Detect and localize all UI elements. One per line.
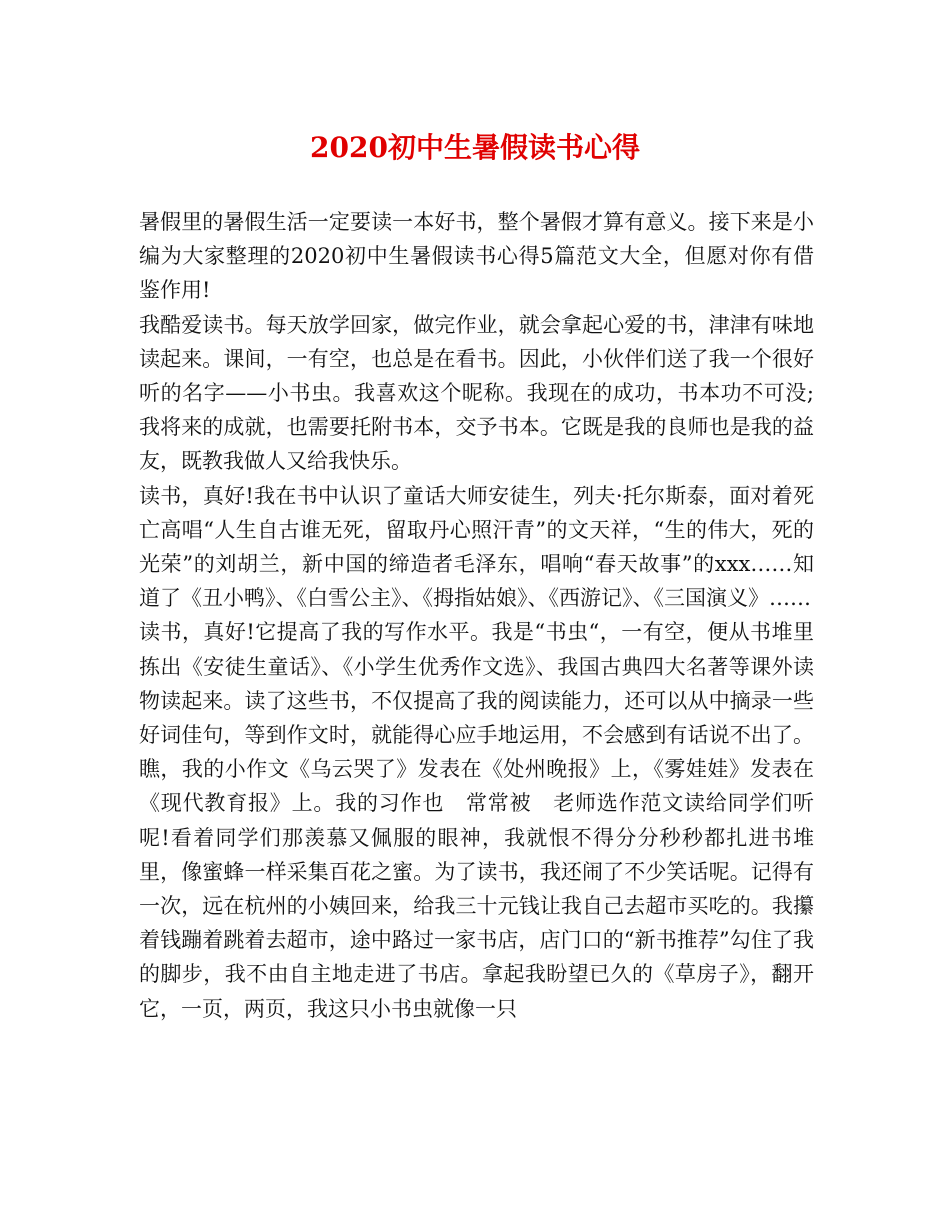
paragraph-reading-good-2: 读书，真好!它提高了我的写作水平。我是“书虫“，一有空，便从书堆里拣出《安徒生童话》、《小学生优秀作文选》、我国古典四大名著等课外读物读起来。读了这些书，不仅提高了我的阅读能力，还可以从中摘录一些好词佳句，等到作文时，就能得心应手地运用，不会感到有话说不出了。瞧，我的小作文《乌云哭了》发表在《处州晚报》上，《雾娃娃》发表在《现代教育报》上。我的习作也 常常被 老师选作范文读给同学们听呢!看着同学们那羡慕又佩服的眼神，我就恨不得分分秒秒都扎进书堆里，像蜜蜂一样采集百花之蜜。为了读书，我还闹了不少笑话呢。记得有一次，远在杭州的小姨回来，给我三十元钱让我自己去超市买吃的。我攥着钱蹦着跳着去超市，途中路过一家书店，店门口的“新书推荐”勾住了我的脚步，我不由自主地走进了书店。拿起我盼望已久的《草房子》，翻开它，一页，两页，我这只小书虫就像一只 <box>139 620 814 1021</box>
document-title: 2020初中生暑假读书心得 <box>310 131 640 164</box>
paragraph-intro: 暑假里的暑假生活一定要读一本好书，整个暑假才算有意义。接下来是小编为大家整理的2020初中生暑假读书心得5篇范文大全，但愿对你有借鉴作用! <box>139 210 814 303</box>
paragraph-love-reading: 我酷爱读书。每天放学回家，做完作业，就会拿起心爱的书，津津有味地读起来。课间，一有空，也总是在看书。因此，小伙伴们送了我一个很好听的名字——小书虫。我喜欢这个昵称。我现在的成功，书本功不可没;我将来的成就，也需要托附书本，交予书本。它既是我的良师也是我的益友，既教我做人又给我快乐。 <box>139 312 814 474</box>
paragraph-reading-good-1: 读书，真好!我在书中认识了童话大师安徒生，列夫·托尔斯泰，面对着死亡高唱“人生自古谁无死，留取丹心照汗青”的文天祥，“生的伟大，死的光荣”的刘胡兰，新中国的缔造者毛泽东，唱响“春天故事”的xxx……知道了《丑小鸭》、《白雪公主》、《拇指姑娘》、《西游记》、《三国演义》…… <box>139 483 814 611</box>
document-body <box>139 205 814 1026</box>
